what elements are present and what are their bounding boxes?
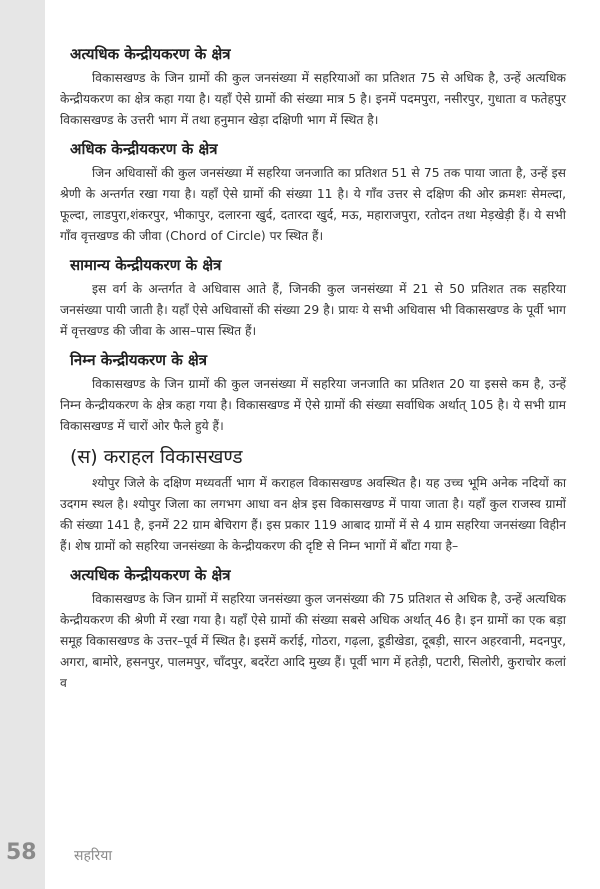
section-extreme-concentration (60, 44, 566, 131)
page-content (60, 44, 566, 702)
page-footer (0, 840, 600, 870)
page-number: 58 (6, 840, 37, 865)
section-paragraph: विकासखण्ड के जिन ग्रामों की कुल जनसंख्या में सहरियाओं का प्रतिशत 75 से अधिक है, उन्हें अत्यधिक केन्द्रीयकरण का क्षेत्र कहा गया है। यहाँ ऐसे ग्रामों की संख्या मात्र 5 है। इनमें पदमपुरा, नसीरपुर, गुधाता व फतेहपुर विकासखण्ड के उत्तरी भाग में तथा हनुमान खेड़ा दक्षिणी भाग में स्थित है। (60, 71, 566, 127)
block-paragraph: श्योपुर जिले के दक्षिण मध्यवर्ती भाग में कराहल विकासखण्ड अवस्थित है। यह उच्च भूमि अनेक नदियों का उदगम स्थल है। श्योपुर जिला का लगभग आधा वन क्षेत्र इस विकासखण्ड में पाया जाता है। यहाँ कुल राजस्व ग्रामों की संख्या 141 है, इनमें 22 ग्राम बेचिराग हैं। इस प्रकार 119 आबाद ग्रामों में से 4 ग्राम सहरिया जनसंख्या विहीन हैं। शेष ग्रामों को सहरिया जनसंख्या के केन्द्रीयकरण की दृष्टि से निम्न भागों में बाँटा गया है– (60, 476, 566, 553)
section-heading: अत्यधिक केन्द्रीयकरण के क्षेत्र (70, 566, 231, 584)
section-paragraph: इस वर्ग के अन्तर्गत वे अधिवास आते हैं, जिनकी कुल जनसंख्या में 21 से 50 प्रतिशत तक सहरिया जनसंख्या पायी जाती है। यहाँ ऐसे अधिवासों की संख्या 29 है। प्रायः ये सभी अधिवास भी विकासखण्ड के पूर्वी भाग में वृत्तखण्ड की जीवा के आस–पास स्थित हैं। (60, 282, 566, 338)
section-heading: अधिक केन्द्रीयकरण के क्षेत्र (70, 140, 218, 158)
section-paragraph: जिन अधिवासों की कुल जनसंख्या में सहरिया जनजाति का प्रतिशत 51 से 75 तक पाया जाता है, उन्हें इस श्रेणी के अन्तर्गत रखा गया है। यहाँ ऐसे ग्रामों की संख्या 11 है। ये गाँव उत्तर से दक्षिण की ओर क्रमशः सेमल्दा, फूल्दा, लाडपुरा,शंकरपुर, भीकापुर, दलारना खुर्द, दतारदा खुर्द, मऊ, महाराजपुरा, रतोदन तथा मेड़खेड़ी हैं। ये सभी गाँव वृत्तखण्ड की जीवा (Chord of Circle) पर स्थित हैं। (60, 166, 566, 243)
block-title: (स) कराहल विकासखण्ड (70, 446, 243, 468)
section-heading: अत्यधिक केन्द्रीयकरण के क्षेत्र (70, 45, 231, 63)
section-heading: सामान्य केन्द्रीयकरण के क्षेत्र (70, 256, 222, 274)
section-high-concentration (60, 139, 566, 247)
page-margin-strip (0, 0, 45, 889)
section-paragraph: विकासखण्ड के जिन ग्रामों में सहरिया जनसंख्या कुल जनसंख्या की 75 प्रतिशत से अधिक है, उन्हें अत्यधिक केन्द्रीयकरण की श्रेणी में रखा गया है। यहाँ ऐसे ग्रामों की संख्या सबसे अधिक अर्थात् 46 है। इन ग्रामों का एक बड़ा समूह विकासखण्ड के उत्तर–पूर्व में स्थित है। इसमें कर्राई, गोठरा, गढ़ला, डूडीखेडा, दूबड़ी, सारन अहरवानी, मदनपुर, अगरा, बामोरे, हसनपुर, पालमपुर, चाँदपुर, बदरेंटा आदि मुख्य हैं। पूर्वी भाग में हतेड़ी, पटारी, सिलोरी, कुराचोर कलां व (60, 592, 566, 690)
section-normal-concentration (60, 255, 566, 342)
running-head: सहरिया (74, 848, 112, 864)
section-heading: निम्न केन्द्रीयकरण के क्षेत्र (70, 351, 208, 369)
section-low-concentration (60, 350, 566, 437)
section-karahal-extreme-concentration (60, 565, 566, 694)
section-paragraph: विकासखण्ड के जिन ग्रामों की कुल जनसंख्या में सहरिया जनजाति का प्रतिशत 20 या इससे कम है, उन्हें निम्न केन्द्रीयकरण के क्षेत्र कहा गया है। विकासखण्ड में ऐसे ग्रामों की संख्या सर्वाधिक अर्थात् 105 है। ये सभी ग्राम विकासखण्ड में चारों ओर फैले हुये हैं। (60, 377, 566, 433)
block-karahal (60, 445, 566, 557)
